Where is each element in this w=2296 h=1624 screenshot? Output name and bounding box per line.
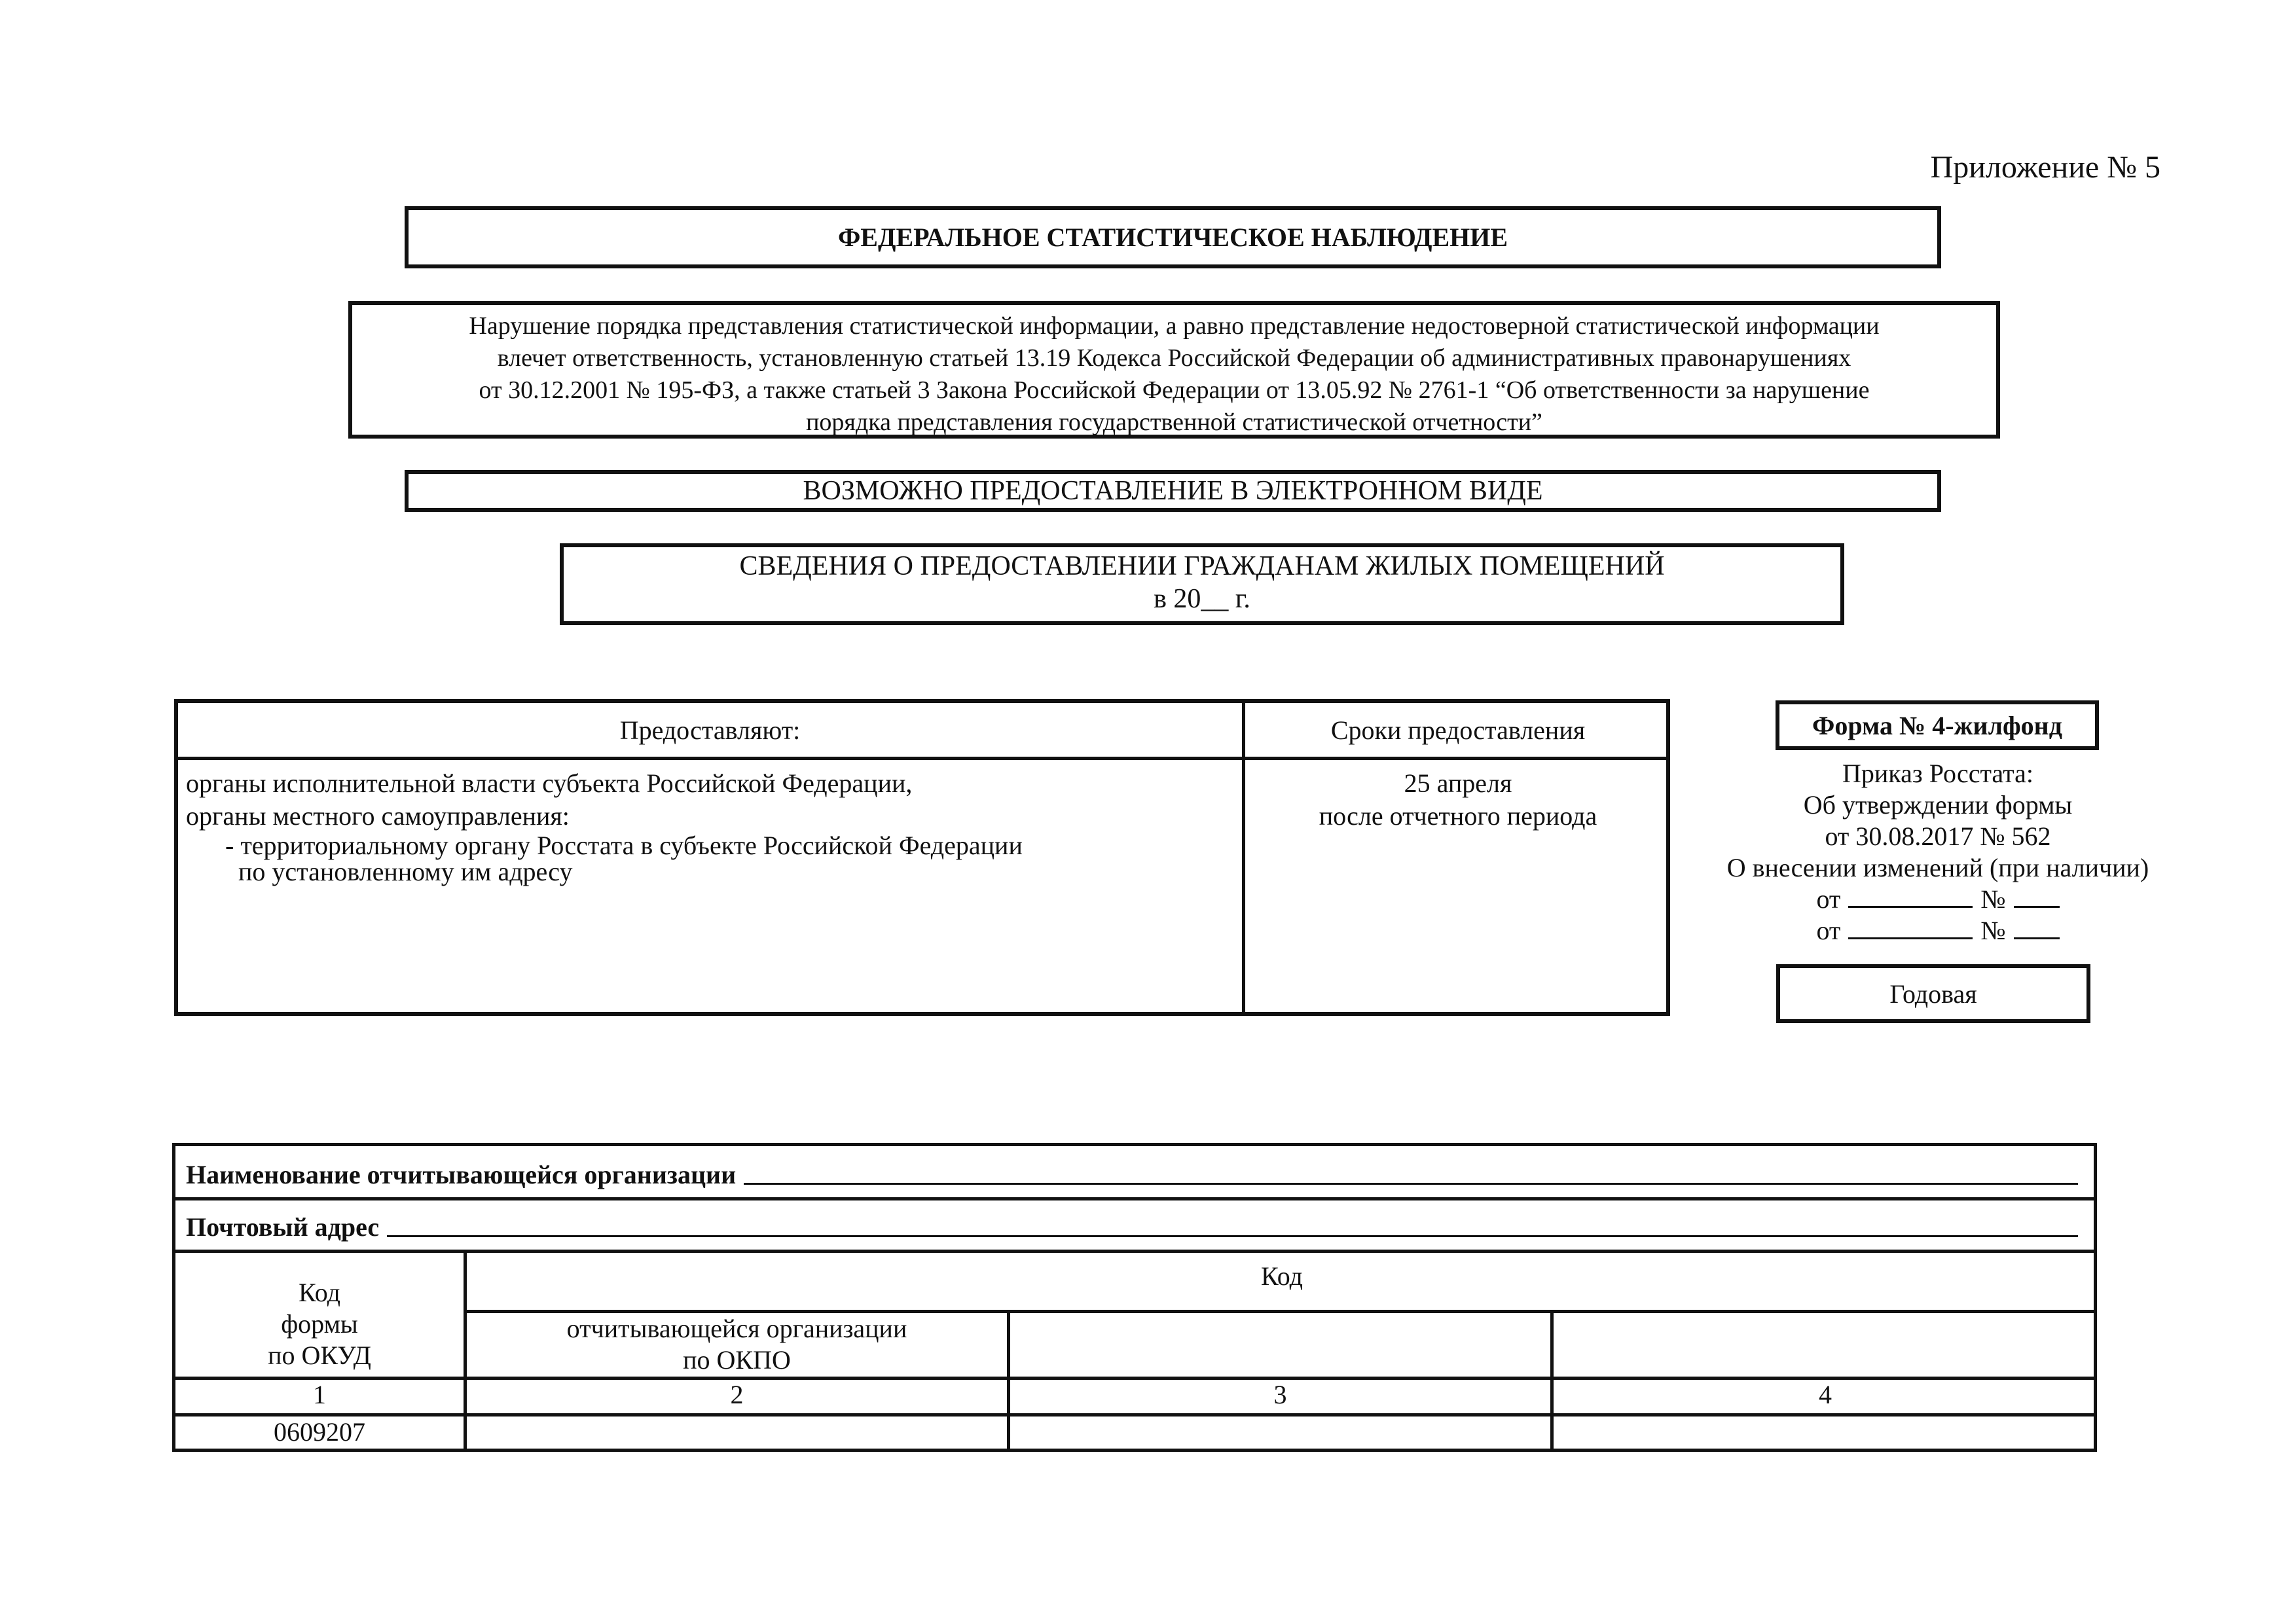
okud-value: 0609207: [274, 1417, 365, 1447]
federal-observation-text: ФЕДЕРАЛЬНОЕ СТАТИСТИЧЕСКОЕ НАБЛЮДЕНИЕ: [837, 223, 1508, 252]
recipient-line: по установленному им адресу: [238, 857, 573, 886]
deadlines-header: Сроки предоставления: [1330, 715, 1586, 745]
code-col3-field[interactable]: [1010, 1416, 1550, 1449]
okpo-header-line: по ОКПО: [683, 1345, 791, 1375]
okud-header-line: формы: [281, 1309, 358, 1339]
okpo-header-line: отчитывающейся организации: [566, 1314, 907, 1343]
submission-table: [174, 699, 1670, 1016]
submitter-line: органы местного самоуправления:: [186, 801, 570, 831]
org-name-row: [186, 1159, 2078, 1190]
amendment-line: [1683, 884, 2193, 915]
okpo-value-field[interactable]: [467, 1416, 1007, 1449]
amendment-line: [1683, 915, 2193, 947]
periodicity: Годовая: [1889, 979, 1977, 1009]
okud-header-line: по ОКУД: [268, 1341, 371, 1370]
approval-label: Об утверждении формы: [1803, 790, 2073, 820]
electronic-submission-text: ВОЗМОЖНО ПРЕДОСТАВЛЕНИЕ В ЭЛЕКТРОННОМ ВИДЕ: [803, 476, 1543, 506]
report-title: СВЕДЕНИЯ О ПРЕДОСТАВЛЕНИИ ГРАЖДАНАМ ЖИЛЫХ ПОМЕЩЕНИЙ: [739, 551, 1665, 581]
electronic-submission-banner: [405, 470, 1941, 512]
org-name-field[interactable]: [744, 1183, 2078, 1185]
warning-line: от 30.12.2001 № 195-ФЗ, а также статьей 3 Закона Российской Федерации от 13.05.92 № 2761-1 “Об ответственности за нарушение: [479, 376, 1870, 404]
column-number: 2: [730, 1380, 744, 1409]
okud-header: [175, 1277, 464, 1371]
report-year: в 20__ г.: [1154, 584, 1250, 614]
code-header: Код: [1261, 1261, 1303, 1291]
amendment-number-field[interactable]: [2014, 884, 2060, 908]
warning-line: Нарушение порядка представления статистической информации, а равно представление недостоверной статистической информации: [469, 312, 1880, 340]
number-label: №: [1980, 884, 2006, 914]
approval-date: от 30.08.2017 № 562: [1825, 821, 2051, 851]
amendment-number-field[interactable]: [2014, 915, 2060, 939]
warning-line: порядка представления государственной статистической отчетности”: [806, 408, 1542, 436]
amendment-date-field[interactable]: [1848, 884, 1973, 908]
deadline-date: 25 апреля: [1404, 768, 1512, 798]
order-info: [1683, 758, 2193, 947]
appendix-label: Приложение № 5: [1930, 150, 2160, 185]
okpo-header: [467, 1313, 1007, 1376]
order-title: Приказ Росстата:: [1842, 759, 2033, 788]
recipient-line: - территориальному органу Росстата в субъекте Российской Федерации: [225, 831, 1023, 860]
federal-observation-banner: [405, 206, 1941, 268]
amendments-label: О внесении изменений (при наличии): [1726, 853, 2149, 882]
form-number: Форма № 4-жилфонд: [1812, 710, 2062, 740]
code-col4-field[interactable]: [1554, 1416, 2097, 1449]
submitters-header: Предоставляют:: [619, 715, 801, 745]
deadline-cell: [1245, 767, 1671, 833]
okud-header-line: Код: [299, 1278, 340, 1307]
postal-address-field[interactable]: [387, 1235, 2078, 1237]
periodicity-box: [1776, 964, 2090, 1023]
deadline-note: после отчетного периода: [1319, 801, 1597, 831]
warning-line: влечет ответственность, установленную статьей 13.19 Кодекса Российской Федерации об административных правонарушениях: [497, 344, 1851, 372]
postal-address-label: Почтовый адрес: [186, 1212, 380, 1242]
from-label: от: [1816, 884, 1841, 914]
column-number: 1: [313, 1380, 326, 1409]
legal-warning-box: [348, 301, 2000, 439]
number-label: №: [1980, 916, 2006, 945]
org-name-label: Наименование отчитывающейся организации: [186, 1160, 737, 1189]
submitters-cell: [186, 767, 1233, 885]
column-number: 4: [1819, 1380, 1832, 1409]
organization-code-table: [172, 1143, 2097, 1452]
submitter-line: органы исполнительной власти субъекта Российской Федерации,: [186, 768, 913, 798]
amendment-date-field[interactable]: [1848, 915, 1973, 939]
report-title-box: [560, 543, 1844, 625]
postal-address-row: [186, 1212, 2078, 1242]
form-number-box: [1776, 700, 2099, 750]
from-label: от: [1816, 916, 1841, 945]
column-number: 3: [1273, 1380, 1287, 1409]
